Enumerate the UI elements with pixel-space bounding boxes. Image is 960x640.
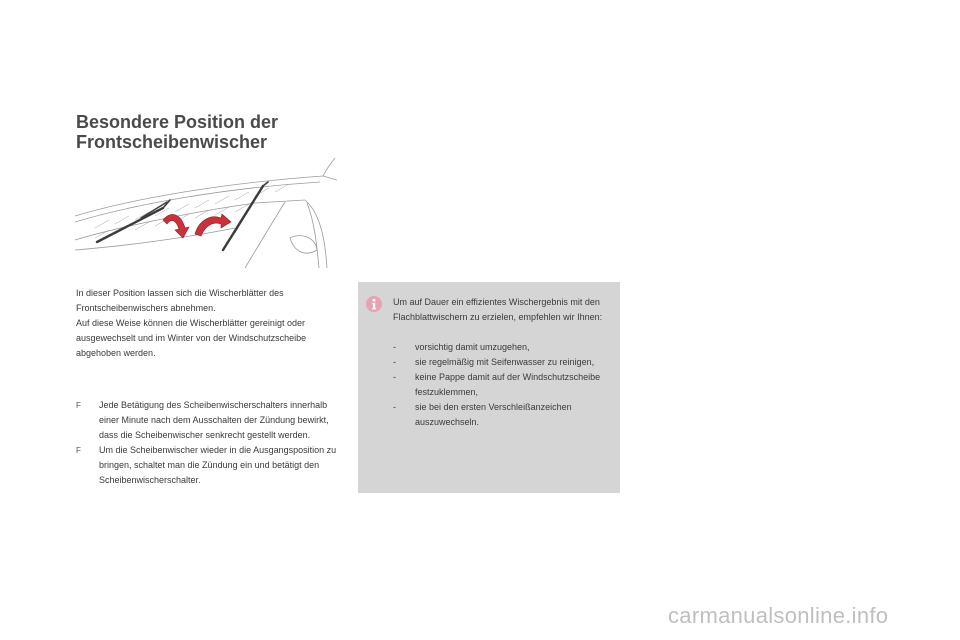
info-item [393, 400, 613, 430]
page-title-line-2: Frontscheibenwischer [76, 132, 268, 152]
info-list [393, 340, 613, 430]
instruction-text: Jede Betätigung des Scheibenwischerschalters innerhalb einer Minute nach dem Ausschalten der Zündung bewirkt, dass die Scheibenwischer senkrecht gestellt werden. [99, 400, 329, 440]
intro-text [76, 286, 338, 361]
info-item-text: sie bei den ersten Verschleißanzeichen auszuwechseln. [415, 402, 572, 427]
info-item-text: keine Pappe damit auf der Windschutzscheibe festzuklemmen, [415, 372, 601, 397]
page-title-line-1: Besondere Position der [76, 112, 279, 132]
instruction-item [76, 443, 338, 488]
instruction-list [76, 398, 338, 488]
dash-marker: - [393, 342, 396, 352]
intro-paragraph-1: In dieser Position lassen sich die Wischerblätter des Frontscheibenwischers abnehmen. [76, 288, 284, 313]
wiper-illustration [75, 158, 337, 270]
info-box [358, 282, 620, 493]
info-item-text: sie regelmäßig mit Seifenwasser zu reinigen, [415, 357, 595, 367]
instruction-item [76, 398, 338, 443]
dash-marker: - [393, 372, 396, 382]
bullet-marker: F [76, 401, 81, 410]
page-title [76, 112, 376, 152]
dash-marker: - [393, 402, 396, 412]
dash-marker: - [393, 357, 396, 367]
intro-paragraph-2: Auf diese Weise können die Wischerblätter gereinigt oder ausgewechselt und im Winter von der Windschutzscheibe abgehoben werden. [76, 318, 307, 358]
instruction-text: Um die Scheibenwischer wieder in die Ausgangsposition zu bringen, schaltet man die Zündung ein und betätigt den Scheibenwischerschalter. [99, 445, 337, 485]
info-icon [366, 296, 382, 312]
info-item-text: vorsichtig damit umzugehen, [415, 342, 530, 352]
bullet-marker: F [76, 446, 81, 455]
info-item [393, 370, 613, 400]
info-item [393, 340, 613, 355]
watermark: carmanualsonline.info [668, 603, 889, 628]
info-item [393, 355, 613, 370]
info-intro: Um auf Dauer ein effizientes Wischergebnis mit den Flachblattwischern zu erzielen, empfehlen wir Ihnen: [393, 297, 603, 322]
